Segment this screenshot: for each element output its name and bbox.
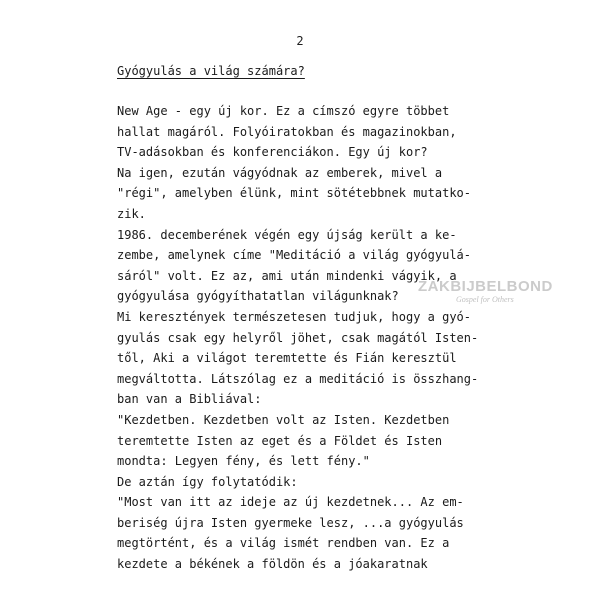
watermark-subtext: Gospel for Others bbox=[456, 295, 514, 304]
text-line: mondta: Legyen fény, és lett fény." bbox=[117, 454, 370, 469]
text-line: beriség újra Isten gyermeke lesz, ...a gyógyulás bbox=[117, 515, 464, 530]
text-line: Na igen, ezután vágyódnak az emberek, mivel a bbox=[117, 165, 443, 180]
text-line: teremtette Isten az eget és a Földet és Isten bbox=[117, 433, 443, 448]
text-line: sáról" volt. Ez az, ami után mindenki vágyik, a bbox=[117, 268, 457, 283]
text-line: megtörtént, és a világ ismét rendben van. Ez a bbox=[117, 536, 450, 551]
text-line: "régi", amelyben élünk, mint sötétebbnek mutatko- bbox=[117, 186, 472, 201]
body-text bbox=[117, 101, 517, 575]
text-line: től, Aki a világot teremtette és Fián keresztül bbox=[117, 351, 457, 366]
watermark-text: ZAKBIJBELBOND bbox=[418, 278, 553, 295]
text-line: megváltotta. Látszólag ez a meditáció is összhang- bbox=[117, 371, 479, 386]
text-line: "Kezdetben. Kezdetben volt az Isten. Kezdetben bbox=[117, 412, 450, 427]
page-heading: Gyógyulás a világ számára? bbox=[117, 64, 305, 78]
text-line: ban van a Bibliával: bbox=[117, 392, 262, 407]
text-line: New Age - egy új kor. Ez a címszó egyre többet bbox=[117, 104, 450, 118]
text-line: De aztán így folytatódik: bbox=[117, 474, 298, 489]
text-line: kezdete a békének a földön és a jóakaratnak bbox=[117, 557, 428, 572]
text-line: "Most van itt az ideje az új kezdetnek... Az em- bbox=[117, 495, 464, 510]
text-line: gyógyulása gyógyíthatatlan világunknak? bbox=[117, 289, 399, 304]
text-line: 1986. decemberének végén egy újság került a ke- bbox=[117, 227, 457, 242]
text-line: Mi keresztények természetesen tudjuk, hogy a gyó- bbox=[117, 309, 472, 324]
text-line: zik. bbox=[117, 206, 146, 221]
text-line: gyulás csak egy helyről jöhet, csak magától Isten- bbox=[117, 330, 479, 345]
text-line: zembe, amelynek címe "Meditáció a világ gyógyulá- bbox=[117, 248, 472, 263]
text-line: TV-adásokban és konferenciákon. Egy új kor? bbox=[117, 145, 428, 160]
page-number: 2 bbox=[296, 34, 304, 48]
text-line: hallat magáról. Folyóiratokban és magazinokban, bbox=[117, 124, 457, 139]
